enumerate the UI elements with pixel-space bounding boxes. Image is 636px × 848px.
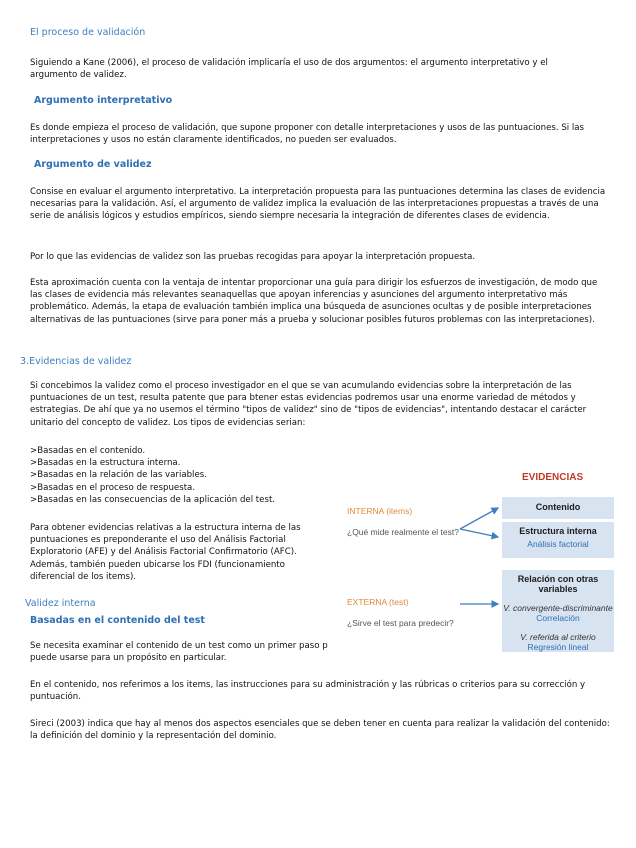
paragraph-contenido-1: Se necesita examinar el contenido de un test como un primer paso p puede usarse para un propósito en particular. <box>30 641 328 664</box>
heading-evidencias: 3.Evidencias de validez <box>20 356 132 367</box>
paragraph-validez-1: Consise en evaluar el argumento interpretativo. La interpretación propuesta para las puntuaciones determina las clases de evidencia necesarias para la validación. Así, el argumento de validez implica la evaluación de las interpretaciones propuestas a través de una serie de análisis lógicos y estudios empíricos, siendo siempre necesaria la integración de diferentes clases de evidencia. <box>30 187 606 222</box>
heading-argumento-validez: Argumento de validez <box>34 159 152 170</box>
box-relacion-label: Relación con otras variables <box>517 574 599 594</box>
paragraph-evidencias-intro: Si concebimos la validez como el proceso investigador en el que se van acumulando evidencias sobre la interpretación de las puntuaciones de un test, resulta patente que para btener estas evidencias podremos usar una enorme variedad de métodos y estrategias. De ahí que ya no usemos el término "tipos de validez" sino de "tipos de evidencias", intentando destacar el carácter unitario del concepto de validez. Los tipos de evidencias serian: <box>30 381 587 428</box>
list-item: >Basadas en el proceso de respuesta. <box>30 482 196 493</box>
label-interna: INTERNA (items) <box>347 506 413 516</box>
box-criterio: V. referida al criterio <box>520 632 596 642</box>
paragraph-sireci: Sireci (2003) indica que hay al menos dos aspectos esenciales que se deben tener en cuenta para realizar la validación del contenido: la definición del dominio y la representación del dominio. <box>30 719 610 742</box>
paragraph-kane: Siguiendo a Kane (2006), el proceso de validación implicaría el uso de dos argumentos: el argumento interpretativo y el argumento de validez. <box>30 58 548 81</box>
heading-argumento-interpretativo: Argumento interpretativo <box>34 95 173 106</box>
box-relacion <box>502 570 614 652</box>
diagram-arrows <box>440 495 504 615</box>
paragraph-interpretativo: Es donde empieza el proceso de validación, que supone proponer con detalle interpretaciones y usos de las puntuaciones. Si las interpretaciones y usos no están claramente identificados, no pueden ser evaluados. <box>30 123 585 146</box>
paragraph-contenido-2: En el contenido, nos referimos a los items, las instrucciones para su administración y las rúbricas o criterios para su corrección y puntuación. <box>30 680 586 703</box>
paragraph-validez-2: Por lo que las evidencias de validez son las pruebas recogidas para apoyar la interpretación propuesta. <box>30 252 476 262</box>
diagram-title: EVIDENCIAS <box>522 472 584 483</box>
heading-validez-interna: Validez interna <box>25 598 96 609</box>
box-contenido-label: Contenido <box>535 502 581 512</box>
label-externa: EXTERNA (test) <box>347 597 409 607</box>
box-contenido <box>502 497 614 519</box>
list-item: >Basadas en la estructura interna. <box>30 458 181 469</box>
box-convergente: V. convergente-discriminante <box>503 603 613 613</box>
heading-basadas-contenido: Basadas en el contenido del test <box>30 615 205 626</box>
list-item: >Basadas en las consecuencias de la aplicación del test. <box>30 494 276 505</box>
box-estructura <box>502 522 614 558</box>
paragraph-validez-3: Esta aproximación cuenta con la ventaja de intentar proporcionar una guía para dirigir los esfuerzos de investigación, de modo que las clases de evidencia más relevantes seanaquellas que apoyan inferencias y asunciones del argumento interpretativo más problemático. Además, la etapa de evaluación también implica una búsqueda de asunciones ocultas y de posible interpretaciones alternativas de las puntuaciones (sirve para poner más a prueba y solucionar posibles futuros problemas con las interpretaciones). <box>30 278 598 325</box>
evidence-list <box>30 445 330 506</box>
box-regresion: Regresión lineal <box>527 642 589 652</box>
arrow-to-estructura <box>460 529 498 537</box>
box-estructura-label: Estructura interna <box>519 526 597 536</box>
arrow-to-contenido <box>460 508 498 529</box>
list-item: >Basadas en la relación de las variables. <box>30 470 207 481</box>
box-estructura-sub: Análisis factorial <box>527 539 589 549</box>
question-externa: ¿Sirve el test para predecir? <box>347 618 454 628</box>
question-interna: ¿Qué mide realmente el test? <box>347 527 459 537</box>
box-correlacion: Correlación <box>536 613 580 623</box>
heading-proceso: El proceso de validación <box>30 27 146 38</box>
paragraph-estructura: Para obtener evidencias relativas a la estructura interna de las puntuaciones es preponderante el uso del Análisis Factorial Exploratorio (AFE) y del Análisis Factorial Confirmatorio (AFC). Además, también pueden ubicarse los FDI (funcionamiento diferencial de los items). <box>30 523 301 582</box>
list-item: >Basadas en el contenido. <box>30 446 146 456</box>
